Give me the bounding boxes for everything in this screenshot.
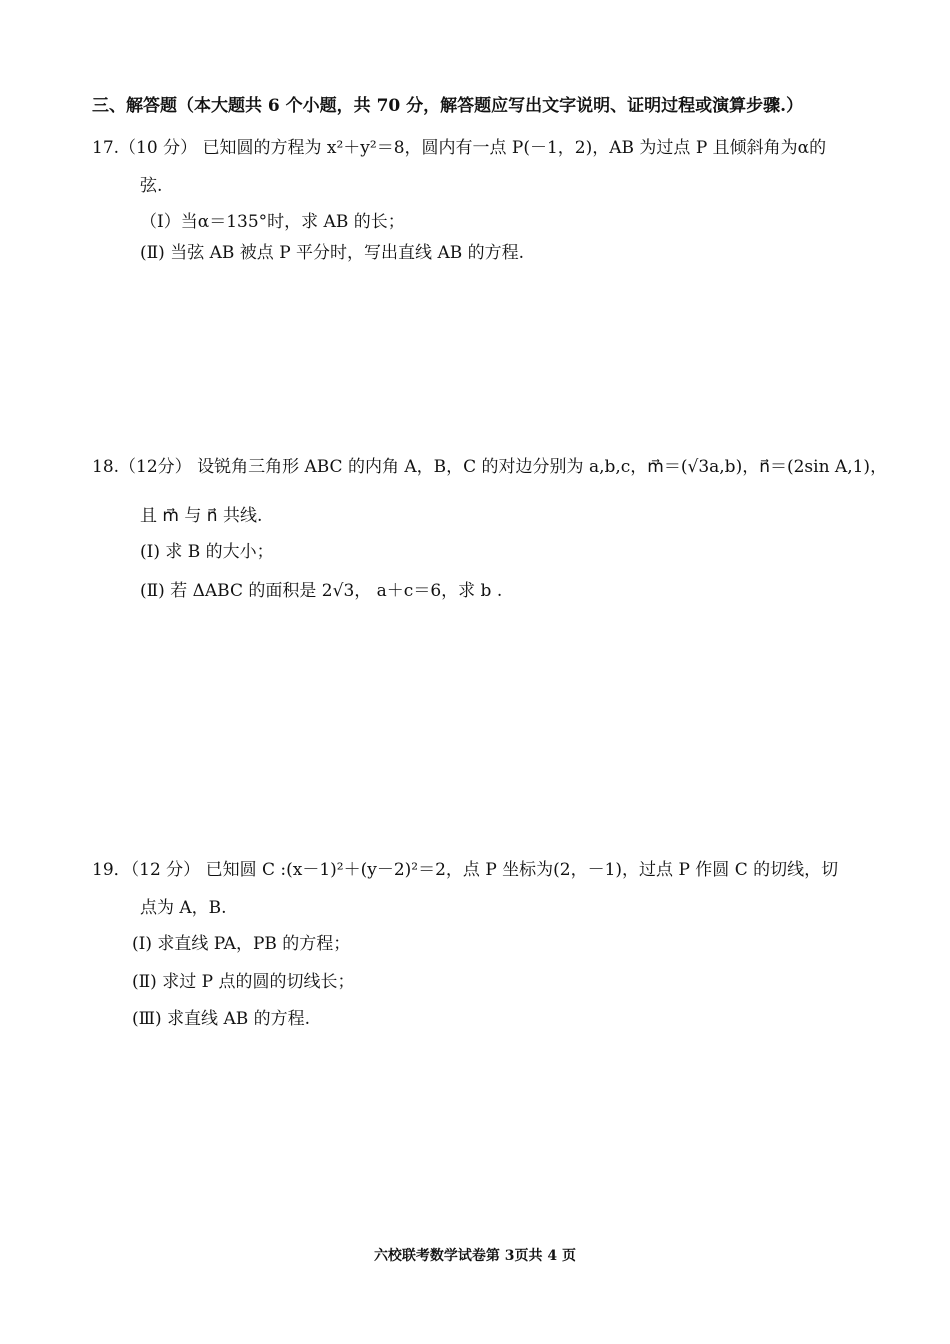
problem-18-statement-cont: 且 m⃗ 与 n⃗ 共线.	[140, 506, 263, 526]
problem-18-statement: 18.（12分） 设锐角三角形 ABC 的内角 A，B，C 的对边分别为 a,b,c，m⃗＝(√3a,b)，n⃗＝(2sin A,1)，	[92, 457, 888, 477]
problem-19-statement: 19．（12 分） 已知圆 C :(x－1)²＋(y－2)²＝2，点 P 坐标为(2，－1)，过点 P 作圆 C 的切线，切	[92, 860, 839, 880]
problem-19-part-2: (Ⅱ) 求过 P 点的圆的切线长；	[132, 972, 355, 992]
problem-18-part-2: (Ⅱ) 若 ΔABC 的面积是 2√3， a＋c＝6，求 b .	[140, 581, 503, 601]
section-header: 三、解答题（本大题共 6 个小题，共 70 分，解答题应写出文字说明、证明过程或演算步骤.）	[92, 96, 804, 116]
problem-19-statement-cont: 点为 A，B.	[140, 898, 227, 918]
problem-17-statement-cont: 弦.	[140, 176, 163, 196]
problem-17-part-2: (Ⅱ) 当弦 AB 被点 P 平分时，写出直线 AB 的方程.	[140, 243, 525, 263]
problem-17-statement: 17.（10 分） 已知圆的方程为 x²＋y²＝8，圆内有一点 P(－1，2)，AB 为过点 P 且倾斜角为α的	[92, 138, 827, 158]
problem-17-part-1: （Ⅰ）当α＝135°时，求 AB 的长；	[140, 212, 405, 232]
problem-19-part-3: (Ⅲ) 求直线 AB 的方程.	[132, 1009, 311, 1029]
page-footer: 六校联考数学试卷第 3页共 4 页	[373, 1248, 577, 1264]
problem-19-part-1: (Ⅰ) 求直线 PA，PB 的方程；	[132, 934, 351, 954]
problem-18-part-1: (Ⅰ) 求 B 的大小；	[140, 542, 274, 562]
